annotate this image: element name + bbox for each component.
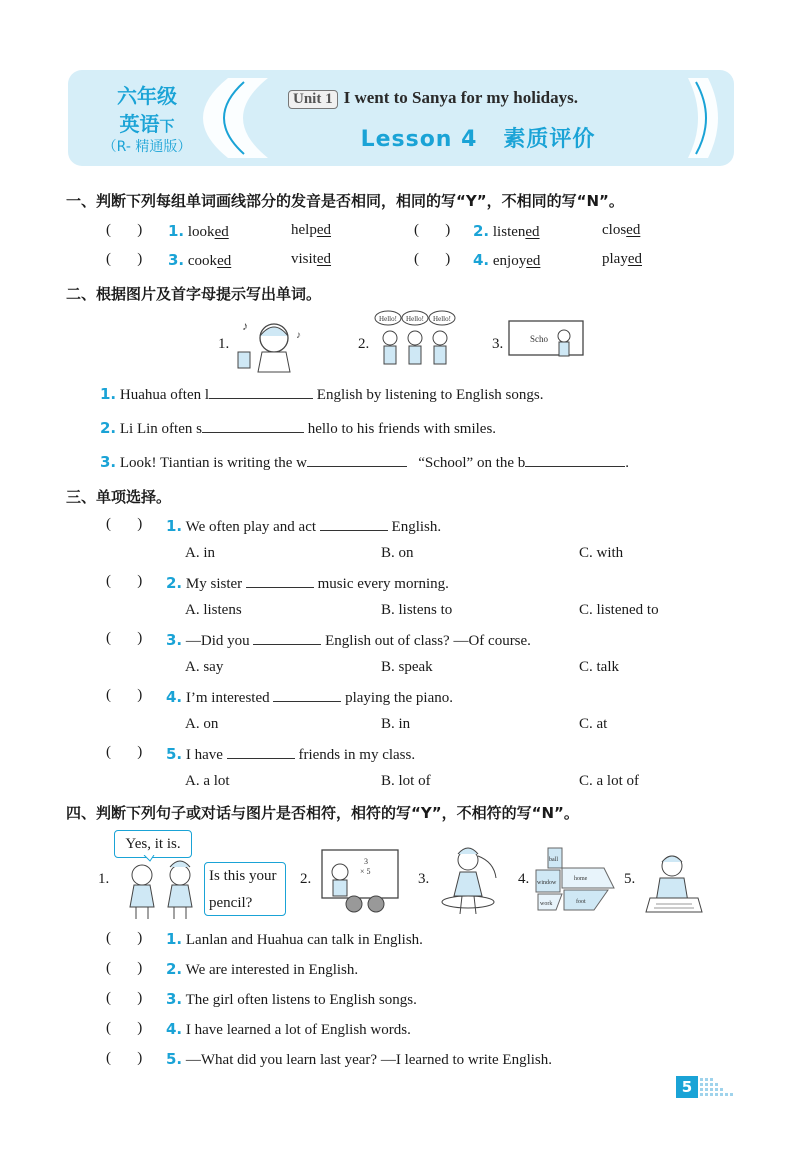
pic-label: 1. bbox=[98, 871, 110, 887]
unit-line bbox=[288, 88, 578, 109]
item-number: 3. bbox=[168, 251, 185, 269]
item-number: 2. bbox=[166, 960, 183, 978]
option-a: A. on bbox=[185, 716, 219, 732]
phonics-item bbox=[473, 222, 540, 241]
tangram-word: window bbox=[537, 880, 557, 886]
tangram-word: foot bbox=[576, 899, 586, 905]
word-stem: cook bbox=[187, 253, 218, 269]
answer-blank[interactable] bbox=[253, 630, 321, 645]
option-c: C. listened to bbox=[579, 602, 659, 618]
judge-item bbox=[166, 990, 417, 1009]
word-stem: help bbox=[291, 222, 317, 238]
phonics-item bbox=[168, 251, 231, 270]
answer-paren[interactable]: ( ) bbox=[106, 1020, 143, 1036]
mc-question bbox=[166, 573, 449, 593]
answer-paren[interactable]: ( ) bbox=[106, 516, 143, 532]
mc-question bbox=[166, 687, 453, 707]
girl-dancing-image bbox=[438, 842, 502, 918]
word-underlined: ed bbox=[526, 253, 541, 269]
tangram-word: home bbox=[574, 876, 588, 882]
option-b: B. lot of bbox=[381, 773, 431, 789]
svg-text:♪: ♪ bbox=[242, 319, 248, 333]
option-a: A. say bbox=[185, 659, 224, 675]
item-number: 5. bbox=[166, 745, 183, 763]
section3-title: 三、单项选择。 bbox=[66, 488, 172, 506]
answer-blank[interactable] bbox=[307, 452, 407, 467]
unit-title: I went to Sanya for my holidays. bbox=[343, 88, 578, 107]
girl-listening-image bbox=[232, 316, 310, 374]
word-underlined: ed bbox=[627, 251, 642, 267]
lesson-title-line bbox=[268, 122, 688, 153]
mc-question bbox=[166, 516, 441, 536]
phonics-word-2 bbox=[291, 251, 331, 268]
item-number: 1. bbox=[166, 517, 183, 535]
tangram-word: ball bbox=[549, 857, 558, 863]
option-a: A. in bbox=[185, 545, 215, 561]
sentence-part: “School” on the b bbox=[418, 455, 526, 471]
word-underlined: ed bbox=[217, 253, 232, 269]
item-text: We are interested in English. bbox=[185, 962, 359, 978]
answer-blank[interactable] bbox=[273, 687, 341, 702]
option-a: A. a lot bbox=[185, 773, 230, 789]
section1-title: 一、判断下列每组单词画线部分的发音是否相同，相同的写“Y”，不相同的写“N”。 bbox=[66, 192, 624, 210]
pic-label: 1. bbox=[218, 336, 230, 352]
option-b: B. listens to bbox=[381, 602, 453, 618]
question-part: —Did you bbox=[185, 633, 250, 649]
fill-word-item bbox=[100, 452, 629, 472]
sentence-part: Li Lin often s bbox=[119, 421, 202, 437]
answer-paren[interactable]: ( ) bbox=[106, 222, 143, 238]
answer-paren[interactable]: ( ) bbox=[106, 687, 143, 703]
word-stem: clos bbox=[602, 222, 627, 238]
board-math: × 5 bbox=[360, 867, 371, 876]
pic-label: 3. bbox=[492, 336, 504, 352]
option-c: C. at bbox=[579, 716, 608, 732]
answer-paren[interactable]: ( ) bbox=[106, 990, 143, 1006]
phonics-word-2 bbox=[602, 222, 640, 239]
fill-word-item bbox=[100, 384, 543, 404]
option-a: A. listens bbox=[185, 602, 242, 618]
svg-text:♪: ♪ bbox=[296, 330, 301, 341]
word-underlined: ed bbox=[316, 222, 331, 238]
pic-label: 4. bbox=[518, 871, 530, 887]
answer-blank[interactable] bbox=[202, 418, 304, 433]
word-underlined: ed bbox=[214, 224, 229, 240]
sentence-part: . bbox=[625, 455, 630, 471]
judge-item bbox=[166, 960, 358, 979]
girl-writing-image bbox=[642, 846, 704, 916]
section2-title: 二、根据图片及首字母提示写出单词。 bbox=[66, 285, 322, 303]
subject-text: 英语 bbox=[119, 112, 160, 136]
question-part: We often play and act bbox=[185, 519, 317, 535]
lesson-title: 素质评价 bbox=[503, 127, 596, 152]
unit-tag: Unit 1 bbox=[288, 90, 338, 109]
option-c: C. talk bbox=[579, 659, 619, 675]
item-number: 4. bbox=[166, 688, 183, 706]
phonics-word-2 bbox=[602, 251, 642, 268]
item-number: 3. bbox=[166, 631, 183, 649]
pic-label: 2. bbox=[300, 871, 312, 887]
option-b: B. speak bbox=[381, 659, 433, 675]
question-part: My sister bbox=[185, 576, 243, 592]
edition-label: （R- 精通版） bbox=[102, 139, 192, 155]
mc-question bbox=[166, 744, 415, 764]
option-b: B. in bbox=[381, 716, 411, 732]
word-underlined: ed bbox=[525, 224, 540, 240]
question-part: English. bbox=[391, 519, 442, 535]
item-text: I have learned a lot of English words. bbox=[185, 1022, 411, 1038]
option-b: B. on bbox=[381, 545, 414, 561]
option-c: C. with bbox=[579, 545, 624, 561]
word-underlined: ed bbox=[316, 251, 332, 267]
sentence-part: hello to his friends with smiles. bbox=[307, 421, 497, 437]
bubble-line: pencil? bbox=[209, 895, 253, 911]
word-underlined: ed bbox=[626, 222, 641, 238]
item-number: 2. bbox=[166, 574, 183, 592]
option-c: C. a lot of bbox=[579, 773, 639, 789]
hello-bubble-text: Hello! bbox=[406, 315, 424, 323]
question-part: playing the piano. bbox=[345, 690, 454, 706]
item-number: 4. bbox=[473, 251, 490, 269]
hello-bubble-text: Hello! bbox=[379, 315, 397, 323]
item-text: The girl often listens to English songs. bbox=[185, 992, 417, 1008]
item-number: 1. bbox=[166, 930, 183, 948]
question-part: music every morning. bbox=[317, 576, 449, 592]
sentence-part: Look! Tiantian is writing the w bbox=[119, 455, 307, 471]
answer-paren[interactable]: ( ) bbox=[106, 251, 143, 267]
page-number: 5 bbox=[676, 1076, 698, 1098]
speech-bubble-question bbox=[204, 862, 286, 916]
item-number: 3. bbox=[100, 453, 117, 471]
phonics-item bbox=[473, 251, 540, 270]
item-number: 1. bbox=[168, 222, 185, 240]
answer-blank[interactable] bbox=[227, 744, 295, 759]
answer-blank[interactable] bbox=[246, 573, 314, 588]
answer-paren[interactable]: ( ) bbox=[106, 630, 143, 646]
answer-paren[interactable]: ( ) bbox=[106, 960, 143, 976]
pic-label: 5. bbox=[624, 871, 636, 887]
judge-item bbox=[166, 1020, 411, 1039]
item-number: 2. bbox=[473, 222, 490, 240]
header-banner bbox=[68, 70, 734, 166]
answer-paren[interactable]: ( ) bbox=[106, 930, 143, 946]
item-number: 5. bbox=[166, 1050, 183, 1068]
board-math: 3 bbox=[364, 857, 368, 866]
tangram-words-image bbox=[534, 846, 616, 916]
answer-paren[interactable]: ( ) bbox=[414, 251, 451, 267]
word-stem: listen bbox=[492, 224, 526, 240]
section4-title: 四、判断下列句子或对话与图片是否相符，相符的写“Y”，不相符的写“N”。 bbox=[66, 804, 579, 822]
word-stem: enjoy bbox=[492, 253, 527, 269]
lesson-number: Lesson 4 bbox=[360, 127, 478, 152]
tangram-word: work bbox=[540, 901, 553, 907]
answer-blank[interactable] bbox=[320, 516, 388, 531]
item-text: —What did you learn last year? —I learned to write English. bbox=[185, 1052, 553, 1068]
pic-label: 2. bbox=[358, 336, 370, 352]
item-number: 4. bbox=[166, 1020, 183, 1038]
sentence-part: Huahua often l bbox=[119, 387, 210, 403]
fill-word-item bbox=[100, 418, 496, 438]
answer-paren[interactable]: ( ) bbox=[414, 222, 451, 238]
pic-label: 3. bbox=[418, 871, 430, 887]
answer-paren[interactable]: ( ) bbox=[106, 573, 143, 589]
word-stem: visit bbox=[291, 251, 317, 267]
page-number-decoration bbox=[700, 1076, 736, 1098]
volume-text: 下 bbox=[159, 117, 175, 135]
classroom-math-board-image bbox=[320, 846, 400, 916]
word-stem: play bbox=[602, 251, 628, 267]
item-number: 2. bbox=[100, 419, 117, 437]
kids-saying-hello-image bbox=[374, 308, 456, 378]
answer-paren[interactable]: ( ) bbox=[106, 1050, 143, 1066]
item-text: Lanlan and Huahua can talk in English. bbox=[185, 932, 423, 948]
board-text: Scho bbox=[530, 334, 548, 344]
bubble-line: Is this your bbox=[209, 868, 277, 884]
hello-bubble-text: Hello! bbox=[433, 315, 451, 323]
question-part: friends in my class. bbox=[298, 747, 416, 763]
phonics-item bbox=[168, 222, 229, 241]
answer-blank[interactable] bbox=[209, 384, 313, 399]
mc-question bbox=[166, 630, 531, 650]
question-part: English out of class? —Of course. bbox=[325, 633, 531, 649]
item-number: 1. bbox=[100, 385, 117, 403]
word-stem: look bbox=[187, 224, 215, 240]
subject-label bbox=[68, 108, 226, 137]
judge-item bbox=[166, 930, 423, 949]
item-number: 3. bbox=[166, 990, 183, 1008]
answer-paren[interactable]: ( ) bbox=[106, 744, 143, 760]
speech-bubble-yes: Yes, it is. bbox=[114, 830, 192, 858]
answer-blank[interactable] bbox=[525, 452, 625, 467]
phonics-word-2 bbox=[291, 222, 331, 239]
sentence-part: English by listening to English songs. bbox=[316, 387, 544, 403]
question-part: I’m interested bbox=[185, 690, 270, 706]
question-part: I have bbox=[185, 747, 223, 763]
judge-item bbox=[166, 1050, 552, 1069]
two-girls-talking-image bbox=[124, 855, 204, 921]
blackboard-school-image bbox=[508, 320, 584, 360]
grade-label: 六年级 bbox=[117, 84, 177, 108]
